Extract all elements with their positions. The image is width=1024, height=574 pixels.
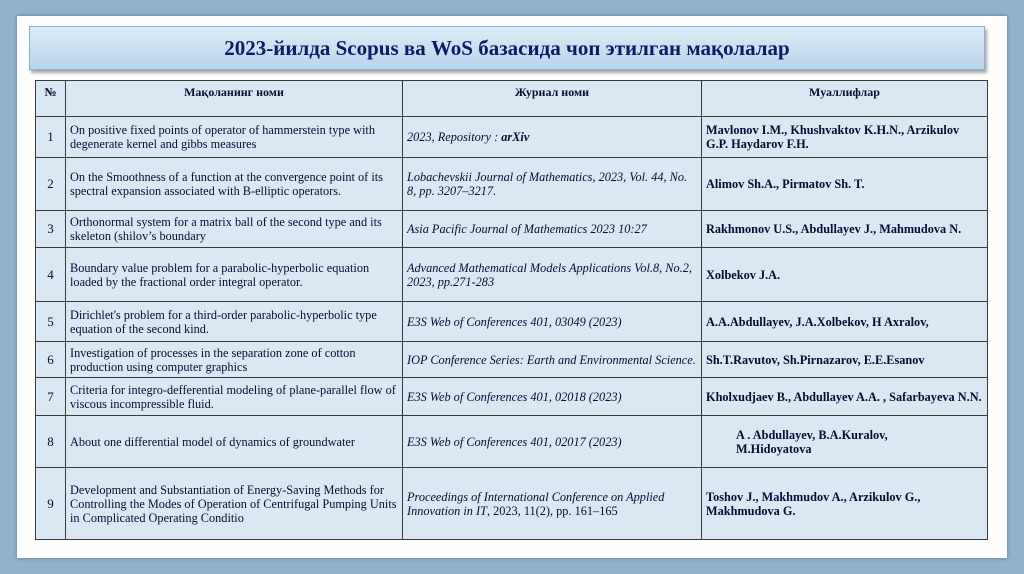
header-authors: Муаллифлар bbox=[702, 81, 988, 117]
table-row bbox=[36, 117, 988, 158]
journal-name: Lobachevskii Journal of Mathematics, 2023, Vol. 44, No. 8, pp. 3207–3217. bbox=[403, 158, 702, 211]
table-row bbox=[36, 416, 988, 468]
article-title: Dirichlet's problem for a third-order parabolic-hyperbolic type equation of the second kind. bbox=[66, 302, 403, 342]
journal-name: E3S Web of Conferences 401, 02018 (2023) bbox=[403, 378, 702, 416]
article-title: Boundary value problem for a parabolic-hyperbolic equation loaded by the fractional order integral operator. bbox=[66, 248, 403, 302]
table-row bbox=[36, 211, 988, 248]
authors-line: A . Abdullayev, B.A.Kuralov, bbox=[736, 427, 888, 442]
article-title: About one differential model of dynamics of groundwater bbox=[66, 416, 403, 468]
journal-name bbox=[403, 468, 702, 540]
authors-line: M.Hidoyatova bbox=[736, 441, 812, 456]
article-title: Criteria for integro-defferential modeling of plane-parallel flow of viscous incompressible fluid. bbox=[66, 378, 403, 416]
table-row bbox=[36, 248, 988, 302]
row-number: 4 bbox=[36, 248, 66, 302]
journal-name bbox=[403, 117, 702, 158]
row-number: 8 bbox=[36, 416, 66, 468]
journal-text: 2023, Repository : bbox=[407, 130, 502, 144]
authors: Xolbekov J.A. bbox=[702, 248, 988, 302]
authors: Sh.T.Ravutov, Sh.Pirnazarov, E.E.Esanov bbox=[702, 342, 988, 378]
row-number: 7 bbox=[36, 378, 66, 416]
row-number: 9 bbox=[36, 468, 66, 540]
table-row bbox=[36, 468, 988, 540]
publications-table bbox=[35, 80, 988, 540]
table-header-row bbox=[36, 81, 988, 117]
slide-title: 2023-йилда Scopus ва WoS базасида чоп этилган мақолалар bbox=[29, 26, 985, 70]
table-row bbox=[36, 378, 988, 416]
row-number: 1 bbox=[36, 117, 66, 158]
header-number: № bbox=[36, 81, 66, 117]
authors bbox=[702, 416, 988, 468]
authors: Alimov Sh.A., Pirmatov Sh. T. bbox=[702, 158, 988, 211]
table-row bbox=[36, 342, 988, 378]
row-number: 6 bbox=[36, 342, 66, 378]
authors: A.A.Abdullayev, J.A.Xolbekov, H Axralov, bbox=[702, 302, 988, 342]
authors: Rakhmonov U.S., Abdullayev J., Mahmudova N. bbox=[702, 211, 988, 248]
row-number: 3 bbox=[36, 211, 66, 248]
article-title: Investigation of processes in the separation zone of cotton production using computer graphics bbox=[66, 342, 403, 378]
journal-name: Asia Pacific Journal of Mathematics 2023 10:27 bbox=[403, 211, 702, 248]
header-journal: Журнал номи bbox=[403, 81, 702, 117]
journal-text: , 2023, 11(2), pp. 161–165 bbox=[486, 503, 618, 518]
journal-name: E3S Web of Conferences 401, 02017 (2023) bbox=[403, 416, 702, 468]
article-title: Orthonormal system for a matrix ball of the second type and its skeleton (shilov’s boundary bbox=[66, 211, 403, 248]
article-title: Development and Substantiation of Energy-Saving Methods for Controlling the Modes of Operation of Centrifugal Pumping Units in Complicated Operating Conditio bbox=[66, 468, 403, 540]
header-title: Мақоланинг номи bbox=[66, 81, 403, 117]
article-title: On positive fixed points of operator of hammerstein type with degenerate kernel and gibbs measures bbox=[66, 117, 403, 158]
journal-name: E3S Web of Conferences 401, 03049 (2023) bbox=[403, 302, 702, 342]
table-row bbox=[36, 158, 988, 211]
row-number: 2 bbox=[36, 158, 66, 211]
journal-bold-text: arXiv bbox=[501, 130, 530, 144]
table-row bbox=[36, 302, 988, 342]
journal-name: IOP Conference Series: Earth and Environmental Science. bbox=[403, 342, 702, 378]
article-title: On the Smoothness of a function at the convergence point of its spectral expansion associated with B-elliptic operators. bbox=[66, 158, 403, 211]
authors: Toshov J., Makhmudov A., Arzikulov G., Makhmudova G. bbox=[702, 468, 988, 540]
authors: Kholxudjaev B., Abdullayev A.A. , Safarbayeva N.N. bbox=[702, 378, 988, 416]
journal-name: Advanced Mathematical Models Applications Vol.8, No.2, 2023, pp.271-283 bbox=[403, 248, 702, 302]
slide bbox=[17, 16, 1007, 558]
journal-italic-text: Proceedings of International Conference on Applied Innovation in IT bbox=[407, 489, 665, 518]
row-number: 5 bbox=[36, 302, 66, 342]
authors: Mavlonov I.M., Khushvaktov K.H.N., Arzikulov G.P. Haydarov F.H. bbox=[702, 117, 988, 158]
